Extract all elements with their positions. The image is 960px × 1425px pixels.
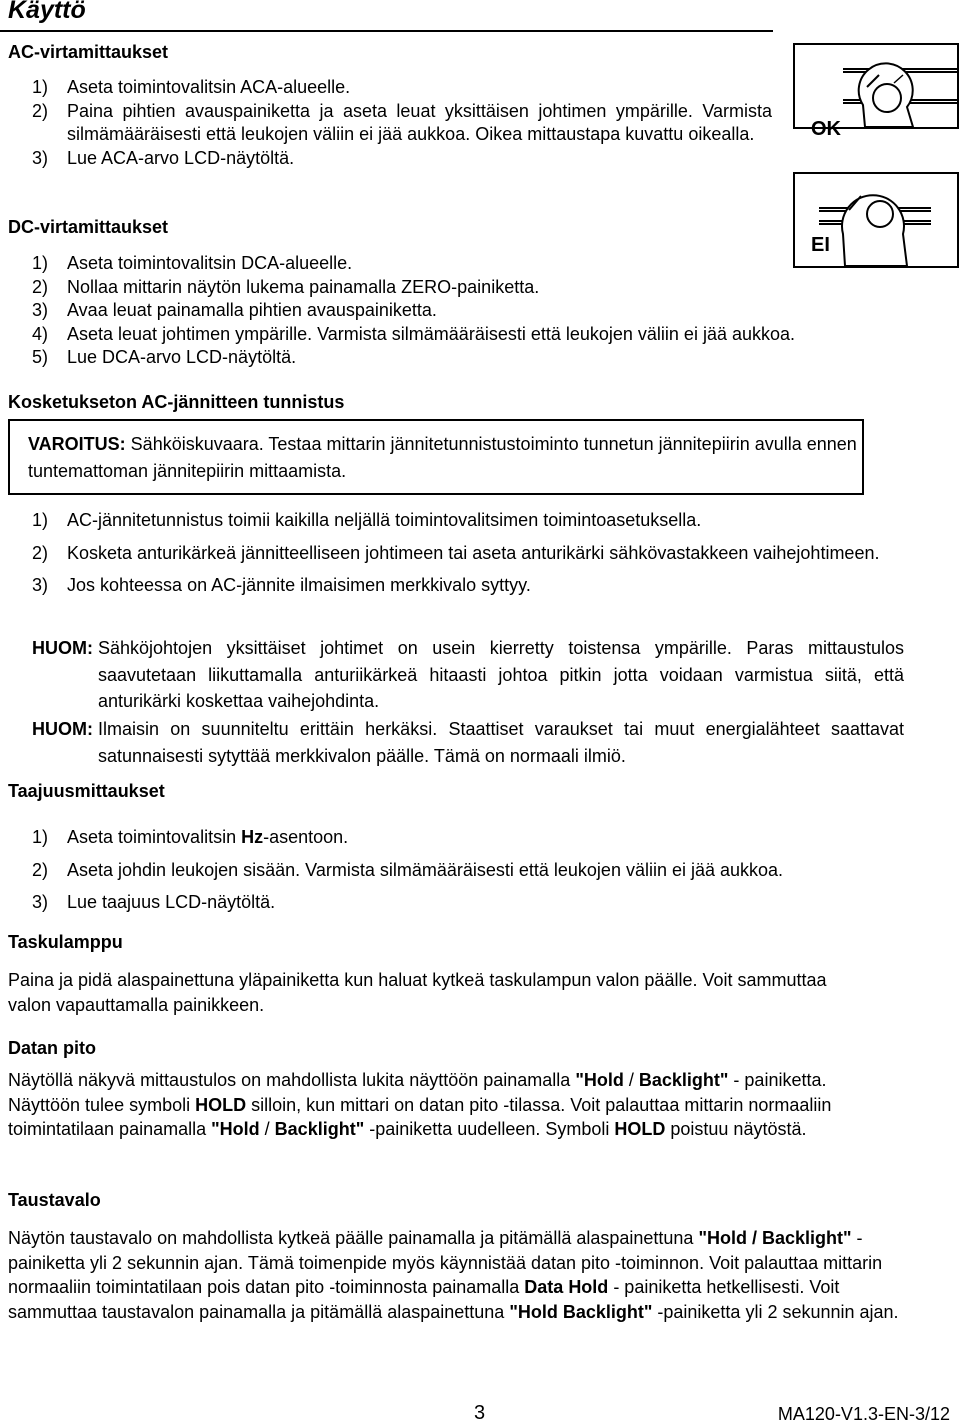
dc-list bbox=[32, 252, 932, 370]
warning-box bbox=[8, 419, 864, 495]
figure-ei-label: EI bbox=[811, 234, 830, 256]
warning-label: VAROITUS: bbox=[28, 434, 126, 454]
ac-heading: AC-virtamittaukset bbox=[8, 42, 169, 62]
list-item: 1) Aseta toimintovalitsin Hz-asentoon. bbox=[32, 827, 349, 847]
list-item: 4) Aseta leuat johtimen ympärille. Varmista silmämääräisesti että leukojen väliin ei jää aukkoa. bbox=[32, 323, 796, 344]
note-text: Sähköjohtojen yksittäiset johtimet on usein kierretty toistensa ympärille. Paras mittaustulos saavutetaan liikuttamalla anturiikärkeä hitaasti johtoa pitkin jotta voidaan varmistua siitä, että anturikärki koskettaa vaihejohdinta. bbox=[98, 638, 904, 711]
flashlight-heading: Taskulamppu bbox=[8, 932, 123, 952]
ncv-heading: Kosketukseton AC-jännitteen tunnistus bbox=[8, 392, 345, 412]
list-item: 3) Avaa leuat painamalla pihtien avauspainiketta. bbox=[32, 300, 437, 320]
list-item: 1) AC-jännitetunnistus toimii kaikilla neljällä toimintovalitsimen toimintoasetuksella. bbox=[32, 510, 702, 530]
note-label: HUOM: bbox=[32, 638, 93, 658]
warning-text: Sähköiskuvaara. Testaa mittarin jännitetunnistustoiminto tunnetun jännitepiirin avulla ennen tuntemattoman jännitepiirin mittaamista. bbox=[28, 434, 857, 481]
document-code: MA120-V1.3-EN-3/12 bbox=[777, 1404, 950, 1424]
page-title: Käyttö bbox=[8, 0, 86, 24]
figure-ok-label: OK bbox=[811, 118, 841, 140]
list-item: 2) Aseta johdin leukojen sisään. Varmista silmämääräisesti että leukojen väliin ei jää aukkoa. bbox=[32, 859, 784, 880]
note-label: HUOM: bbox=[32, 719, 93, 739]
list-item: 3) Jos kohteessa on AC-jännite ilmaisimen merkkivalo syttyy. bbox=[32, 575, 531, 595]
hold-text: Näytöllä näkyvä mittaustulos on mahdollista lukita näyttöön painamalla "Hold / Backlight" - painiketta. Näyttöön tulee symboli HOLD silloin, kun mittari on datan pito -tilassa. Voit palauttaa mittarin normaaliin toimintatilaan painamalla "Hold / Backlight" -painiketta uudelleen. Symboli HOLD poistuu näytöstä. bbox=[8, 1070, 832, 1139]
list-item: 3) Lue ACA-arvo LCD-näytöltä. bbox=[32, 147, 295, 168]
note-text: Ilmaisin on suunniteltu erittäin herkäksi. Staattiset varaukset tai muut energialähteet saattavat satunnaisesti sytyttää merkkivalon päälle. Tämä on normaali ilmiö. bbox=[98, 719, 904, 766]
list-item: 1) Aseta toimintovalitsin DCA-alueelle. bbox=[32, 253, 353, 273]
clamp-correct-icon bbox=[795, 45, 957, 127]
flashlight-text: Paina ja pidä alaspainettuna yläpainiketta kun haluat kytkeä taskulampun valon päälle. Voit sammuttaa valon vapauttamalla painikkeen. bbox=[8, 970, 827, 1015]
list-item: 2) Paina pihtien avauspainiketta ja aseta leuat yksittäisen johtimen ympärille. Varmista silmämääräisesti että leukojen väliin ei jää aukkoa. Oikea mittaustapa kuvattu oikealla. bbox=[32, 100, 772, 144]
page-number: 3 bbox=[474, 1402, 486, 1424]
dc-heading: DC-virtamittaukset bbox=[8, 217, 169, 237]
title-rule bbox=[0, 30, 773, 32]
list-item: 3) Lue taajuus LCD-näytöltä. bbox=[32, 892, 276, 912]
list-item: 2) Kosketa anturikärkeä jännitteelliseen johtimeen tai aseta anturikärki sähkövastakkeen vaihejohtimeen. bbox=[32, 542, 880, 563]
backlight-heading: Taustavalo bbox=[8, 1190, 101, 1210]
clamp-figure-ok bbox=[793, 43, 959, 140]
list-item: 2) Nollaa mittarin näytön lukema painamalla ZERO-painiketta. bbox=[32, 276, 540, 297]
note-1 bbox=[32, 635, 904, 715]
list-item: 1) Aseta toimintovalitsin ACA-alueelle. bbox=[32, 77, 351, 97]
backlight-text: Näytön taustavalo on mahdollista kytkeä päälle painamalla ja pitämällä alaspainettuna "Hold / Backlight" -painiketta yli 2 sekunnin ajan. Tämä toimenpide myös käynnistää datan pito -toiminnon. Voit palauttaa mittarin normaaliin toimintatilaan pois datan pito -toiminnosta painamalla Data Hold - painiketta hetkellisesti. Voit sammuttaa taustavalon painamalla ja pitämällä alaspainettuna "Hold Backlight" -painiketta yli 2 sekunnin ajan. bbox=[8, 1228, 899, 1322]
freq-list bbox=[32, 826, 932, 915]
ac-list bbox=[32, 76, 772, 170]
note-2 bbox=[32, 716, 904, 769]
list-item: 5) Lue DCA-arvo LCD-näytöltä. bbox=[32, 347, 297, 367]
hold-heading: Datan pito bbox=[8, 1038, 96, 1058]
freq-heading: Taajuusmittaukset bbox=[8, 781, 165, 801]
ncv-list bbox=[32, 509, 940, 598]
